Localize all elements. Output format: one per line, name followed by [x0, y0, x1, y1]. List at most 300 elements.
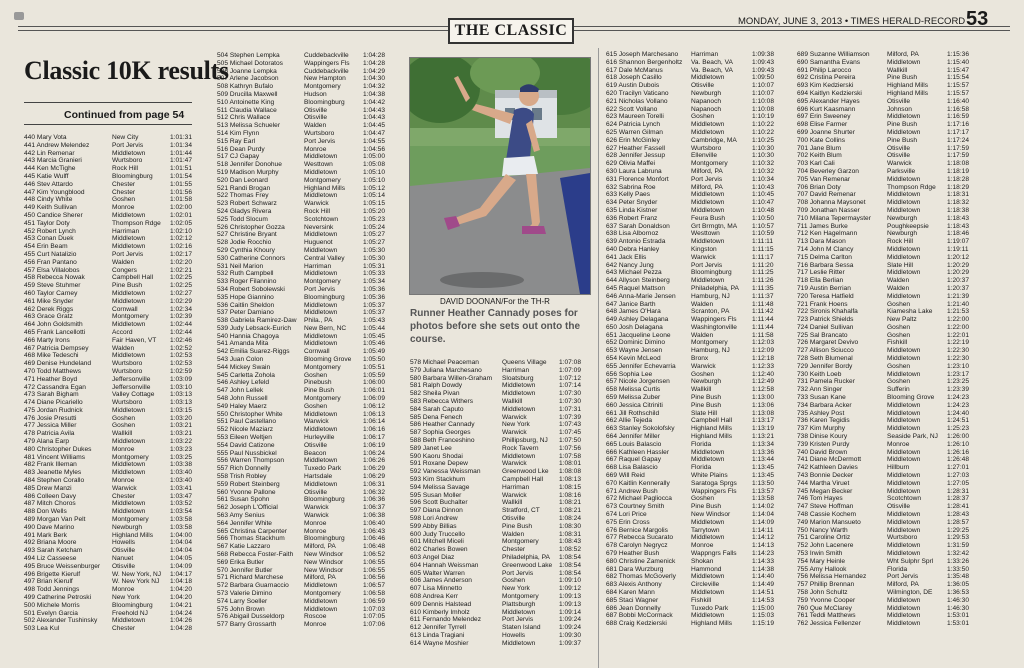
hometown: Middletown — [887, 370, 921, 378]
hometown: White Plains — [691, 472, 728, 480]
result-row — [606, 573, 782, 581]
hometown: Middletown — [502, 639, 536, 647]
hometown: Middletown — [887, 620, 921, 628]
hometown: Blooming Grove — [887, 394, 935, 402]
finish-time: 1:07:08 — [559, 359, 581, 366]
result-row — [797, 269, 977, 277]
result-row — [606, 386, 782, 394]
runner-name: 536 Caitlin Sheldon — [217, 301, 275, 309]
runner-name: 728 Seth Blumenal — [797, 355, 853, 363]
finish-time: 1:14:38 — [752, 565, 774, 573]
finish-time: 1:03:22 — [170, 438, 192, 446]
result-row — [606, 527, 782, 535]
result-row — [410, 375, 590, 383]
hometown: Bloomingburg — [304, 98, 345, 106]
result-row — [24, 617, 199, 625]
hometown: Walden — [887, 284, 910, 292]
finish-time: 1:01:47 — [170, 157, 192, 165]
finish-time: 1:12:33 — [752, 362, 774, 370]
runner-name: 658 Melissa Curtis — [606, 386, 661, 394]
finish-time: 1:04:32 — [363, 83, 385, 91]
hometown: Wht Sulphr Sprl — [887, 557, 934, 565]
finish-time: 1:05:46 — [363, 340, 385, 348]
hometown: Rock Hill — [887, 238, 914, 246]
result-row — [410, 453, 590, 461]
result-row — [797, 550, 977, 558]
runner-name: 756 Melissa Hernandez — [797, 573, 867, 581]
finish-time: 1:11:37 — [752, 292, 774, 300]
finish-time: 1:05:00 — [363, 153, 385, 161]
result-row — [24, 228, 199, 236]
runner-name: 469 Denise Hundeland — [24, 360, 92, 368]
hometown: Howells — [502, 631, 526, 639]
runner-name: 525 Todd Slocum — [217, 215, 268, 223]
result-row — [217, 177, 393, 185]
hometown: W. New York NJ — [112, 578, 160, 586]
runner-name: 741 Diane McDermott — [797, 456, 862, 464]
finish-time: 1:13:06 — [752, 401, 774, 409]
finish-time: 1:10:43 — [752, 183, 774, 191]
runner-name: 627 Heather Fassell — [606, 144, 666, 152]
result-row — [217, 185, 393, 193]
finish-time: 1:07:56 — [559, 444, 581, 452]
hometown: Florida — [691, 440, 712, 448]
finish-time: 1:35:48 — [947, 573, 969, 581]
result-row — [24, 422, 199, 430]
hometown: New York — [502, 421, 530, 429]
hometown: Wurtsboro — [691, 144, 722, 152]
finish-time: 1:05:27 — [363, 239, 385, 247]
hometown: Chester — [112, 625, 136, 633]
runner-name: 574 Larry Soeller — [217, 597, 268, 605]
hometown: Middletown — [887, 269, 921, 277]
finish-time: 1:03:23 — [170, 445, 192, 453]
finish-time: 1:07:06 — [363, 621, 385, 629]
runner-name: 521 Randi Brogan — [217, 184, 271, 192]
result-row — [797, 363, 977, 371]
result-row — [24, 274, 199, 282]
result-row — [606, 589, 782, 597]
finish-time: 1:02:44 — [170, 328, 192, 336]
result-row — [217, 512, 393, 520]
hometown: W. New York, NJ — [112, 570, 162, 578]
finish-time: 1:10:19 — [752, 113, 774, 121]
finish-time: 1:16:58 — [947, 105, 969, 113]
runner-name: 499 Catherine Petroski — [24, 594, 92, 602]
runner-name: 659 Melissa Zuber — [606, 394, 661, 402]
hometown: Montgomery — [304, 278, 341, 286]
runner-name: 720 Teresa Hatfield — [797, 292, 854, 300]
runner-name: 591 Roxane Depew — [410, 460, 468, 468]
result-row — [217, 146, 393, 154]
result-row — [797, 230, 977, 238]
hometown: Newburgh — [887, 214, 918, 222]
hometown: Cambridge, MA — [691, 136, 737, 144]
hometown: Middletown — [112, 617, 146, 625]
hometown: Wallkill — [691, 386, 712, 394]
finish-time: 1:12:58 — [752, 386, 774, 394]
result-row — [797, 129, 977, 137]
finish-time: 1:22:00 — [947, 316, 969, 324]
result-row — [217, 270, 393, 278]
finish-time: 1:07:43 — [559, 421, 581, 429]
hometown: Middletown — [887, 113, 921, 121]
hometown: Pine Bush — [887, 136, 918, 144]
hometown: Montgomery — [691, 160, 728, 168]
runner-name: 757 Phillip Brennan — [797, 581, 855, 589]
runner-name: 692 Cristina Pereira — [797, 74, 856, 82]
result-row — [606, 542, 782, 550]
finish-time: 1:05:36 — [363, 285, 385, 293]
hometown: Rock Tavern — [502, 444, 539, 452]
result-row — [797, 441, 977, 449]
result-row — [606, 605, 782, 613]
result-row — [24, 516, 199, 524]
runner-name: 456 Fran Pantano — [24, 258, 77, 266]
runner-name: 712 Ken Hagelmann — [797, 230, 858, 238]
result-row — [24, 345, 199, 353]
result-row — [797, 620, 977, 628]
runner-name: 513 Melissa Schueler — [217, 122, 281, 130]
runner-name: 569 Erika Butler — [217, 558, 264, 566]
result-row — [24, 602, 199, 610]
finish-time: 1:20:37 — [947, 284, 969, 292]
result-row — [217, 255, 393, 263]
finish-time: 1:04:24 — [170, 609, 192, 617]
hometown: Middletown — [112, 235, 146, 243]
hometown: Middletown — [691, 128, 725, 136]
result-row — [606, 59, 782, 67]
runner-name: 460 Taylor Carney — [24, 289, 78, 297]
hometown: Middletown — [887, 550, 921, 557]
section-label: THE CLASSIC — [448, 18, 574, 44]
hometown: Washingtonville — [691, 323, 737, 331]
result-row — [24, 181, 199, 189]
finish-time: 1:21:39 — [947, 292, 969, 300]
hometown: Walden — [691, 331, 714, 339]
finish-time: 1:04:21 — [170, 601, 192, 609]
result-row — [24, 454, 199, 462]
runner-name: 526 Christopher Gozza — [217, 223, 285, 231]
hometown: Monroe — [304, 621, 327, 629]
result-row — [606, 347, 782, 355]
hometown: Middletown — [112, 461, 146, 469]
finish-time: 1:11:48 — [752, 300, 774, 308]
finish-time: 1:17:17 — [947, 128, 969, 136]
hometown: Monroe — [304, 519, 327, 527]
result-row — [217, 473, 393, 481]
result-row — [217, 83, 393, 91]
page-number: 53 — [966, 8, 989, 30]
runner-name: 718 Ella Berlian — [797, 277, 844, 285]
finish-time: 1:26:16 — [947, 448, 969, 456]
hometown: Middletown — [887, 347, 921, 355]
hometown: Middletown — [691, 588, 725, 596]
hometown: Seaside Park, NJ — [887, 433, 938, 441]
finish-time: 1:05:10 — [363, 168, 385, 176]
finish-time: 1:10:34 — [752, 175, 774, 183]
result-row — [797, 378, 977, 386]
finish-time: 1:26:00 — [947, 433, 969, 441]
finish-time: 1:11:42 — [752, 308, 774, 316]
finish-time: 1:02:27 — [170, 289, 192, 297]
hometown: Montgomery — [112, 453, 149, 461]
runner-name: 519 Madison Murphy — [217, 168, 279, 176]
finish-time: 1:06:40 — [363, 519, 385, 527]
result-row — [217, 286, 393, 294]
hometown: Bloomingburg — [304, 535, 345, 543]
hometown: Middletown — [887, 409, 921, 417]
result-row — [24, 321, 199, 329]
result-row — [24, 251, 199, 259]
result-row — [410, 531, 590, 539]
finish-time: 1:11:26 — [752, 277, 774, 285]
runner-name: 527 Christine Bryant — [217, 231, 277, 239]
result-row — [606, 332, 782, 340]
hometown: Middletown — [691, 534, 725, 542]
finish-time: 1:19:11 — [947, 245, 969, 253]
hometown: Otisville — [304, 488, 328, 496]
finish-time: 1:10:48 — [752, 206, 774, 214]
hometown: Otisville — [304, 106, 328, 114]
runner-name: 701 Jane Blum — [797, 144, 841, 152]
hometown: Otisville — [112, 562, 136, 570]
hometown: Middletown — [112, 438, 146, 446]
finish-time: 1:05:37 — [363, 301, 385, 309]
hometown: Central Valley — [304, 254, 345, 262]
result-row — [24, 594, 199, 602]
result-row — [606, 246, 782, 254]
finish-time: 1:02:46 — [170, 336, 192, 344]
runner-name: 503 Lea Kul — [24, 625, 60, 633]
hometown: Middletown — [304, 168, 338, 176]
finish-time: 1:06:12 — [363, 402, 385, 410]
runner-name: 614 Wayne Moshier — [410, 639, 469, 647]
finish-time: 1:08:30 — [559, 522, 581, 530]
hometown: Poughkeepsie — [887, 222, 929, 230]
finish-time: 1:22:30 — [947, 355, 969, 363]
runner-name: 451 Taylor Doty — [24, 219, 70, 227]
result-row — [797, 137, 977, 145]
hometown: Pine Bush — [502, 522, 533, 530]
result-row — [797, 386, 977, 394]
runner-name: 600 Judy Truccello — [410, 530, 465, 538]
finish-time: 1:06:46 — [363, 535, 385, 543]
runner-name: 607 Lisa Minnetto — [410, 585, 463, 593]
runner-name: 534 Robert Sobolewski — [217, 285, 285, 293]
result-row — [217, 153, 393, 161]
runner-name: 482 Frank Illeman — [24, 461, 77, 469]
result-row — [606, 449, 782, 457]
runner-name: 602 Charles Bowen — [410, 546, 468, 554]
runner-name: 494 Liz Casseese — [24, 555, 77, 563]
result-row — [606, 339, 782, 347]
photo-caption: Runner Heather Cannady poses for photos before she sets out onto the course. — [410, 308, 581, 345]
hometown: Campbell Hall — [691, 417, 733, 425]
hometown: Goshen — [691, 370, 715, 378]
result-row — [797, 417, 977, 425]
finish-time: 1:01:31 — [170, 134, 192, 141]
finish-time: 1:06:36 — [363, 496, 385, 504]
finish-time: 1:10:45 — [752, 191, 774, 199]
hometown: Middletown — [304, 270, 338, 278]
runner-name: 473 Sarah Bigham — [24, 391, 79, 399]
runner-name: 644 Allyson Steinberg — [606, 277, 670, 285]
hometown: Hamburg, NJ — [691, 347, 730, 355]
runner-name: 516 Dean Purdy — [217, 145, 265, 153]
hometown: Highland Mills — [691, 620, 733, 628]
result-row — [797, 472, 977, 480]
finish-time: 1:22:00 — [947, 323, 969, 331]
finish-time: 1:05:10 — [363, 176, 385, 184]
result-row — [606, 121, 782, 129]
finish-time: 1:02:53 — [170, 352, 192, 360]
finish-time: 1:25:23 — [947, 425, 969, 433]
result-row — [24, 267, 199, 275]
hometown: Jeffersonville — [112, 383, 151, 391]
runner-name: 532 Ruth Campbell — [217, 270, 274, 278]
runner-name: 465 Frank Lancellotti — [24, 328, 86, 336]
runner-name: 595 Susan Moller — [410, 491, 462, 499]
finish-time: 1:04:20 — [170, 594, 192, 602]
result-row — [217, 621, 393, 629]
result-row — [606, 550, 782, 558]
hometown: Middletown — [304, 597, 338, 605]
hometown: Rock Hill — [304, 207, 331, 215]
hometown: Middletown — [691, 191, 725, 199]
result-row — [797, 277, 977, 285]
finish-time: 1:03:13 — [170, 391, 192, 399]
hometown: Johnson — [887, 105, 912, 113]
finish-time: 1:10:08 — [752, 97, 774, 105]
runner-name: 640 Debra Hanley — [606, 245, 660, 253]
hometown: Pine Bush — [304, 387, 335, 395]
hometown: Monroe — [691, 542, 714, 550]
hometown: Milford, PA — [691, 167, 723, 175]
runner-name: 676 Bernice Margolis — [606, 526, 668, 534]
finish-time: 1:05:44 — [363, 324, 385, 332]
finish-time: 1:03:40 — [170, 469, 192, 477]
hometown: Hurleyville — [304, 434, 335, 442]
runner-name: 680 Christine Zamenick — [606, 557, 676, 565]
hometown: New Windsor — [304, 551, 344, 558]
hometown: Bronx — [691, 355, 709, 363]
result-row — [606, 269, 782, 277]
result-row — [797, 433, 977, 441]
hometown: Middletown — [112, 406, 146, 414]
hometown: Middletown — [691, 199, 725, 207]
finish-time: 1:10:25 — [752, 136, 774, 144]
result-row — [797, 293, 977, 301]
finish-time: 1:23:17 — [947, 370, 969, 378]
finish-time: 1:24:23 — [947, 401, 969, 409]
result-row — [606, 495, 782, 503]
finish-time: 1:06:17 — [363, 434, 385, 442]
hometown: Goshen — [112, 422, 136, 430]
hometown: Port Jervis — [304, 285, 336, 293]
result-row — [217, 161, 393, 169]
runner-name: 548 John Russell — [217, 395, 268, 403]
hometown: Highland Mills — [887, 82, 929, 90]
result-row — [24, 298, 199, 306]
finish-time: 1:18:32 — [947, 199, 969, 207]
result-row — [24, 477, 199, 485]
finish-time: 1:04:38 — [363, 90, 385, 98]
runner-name: 619 Austin Dubois — [606, 82, 660, 90]
hometown: Middletown — [304, 246, 338, 254]
hometown: Milford, PA — [691, 183, 723, 191]
runner-name: 484 Stephen Corallo — [24, 477, 85, 485]
hometown: Montgomery — [304, 176, 341, 184]
finish-time: 1:06:58 — [363, 589, 385, 597]
finish-time: 1:05:24 — [363, 223, 385, 231]
finish-time: 1:12:49 — [752, 378, 774, 386]
result-row — [217, 434, 393, 442]
hometown: Tuxedo Park — [304, 465, 342, 473]
runner-name: 747 Steve Hoffman — [797, 503, 854, 511]
finish-time: 1:10:30 — [752, 152, 774, 160]
finish-time: 1:06:14 — [363, 418, 385, 426]
result-row — [410, 414, 590, 422]
result-row — [797, 215, 977, 223]
result-row — [606, 581, 782, 589]
runner-name: 738 Dinise Koury — [797, 433, 848, 441]
result-row — [217, 504, 393, 512]
runner-name: 549 Haley Maerz — [217, 402, 267, 410]
runner-name: 626 Erin McGinley — [606, 136, 660, 144]
finish-time: 1:05:59 — [363, 371, 385, 379]
runner-name: 597 Diana Dinnon — [410, 507, 463, 515]
finish-time: 1:11:17 — [752, 253, 774, 261]
finish-time: 1:15:03 — [752, 612, 774, 620]
runner-name: 498 Todd Jennings — [24, 586, 80, 594]
hometown: Westtown — [304, 161, 333, 169]
hometown: Middletown — [691, 277, 725, 285]
hometown: Monroe — [112, 477, 135, 485]
runner-name: 637 Sarah Donaldson — [606, 222, 670, 230]
finish-time: 1:03:58 — [170, 516, 192, 524]
result-row — [217, 496, 393, 504]
runner-name: 608 Andrea Kerr — [410, 592, 459, 600]
result-row — [410, 445, 590, 453]
result-row — [217, 231, 393, 239]
runner-name: 500 Michele Morris — [24, 601, 80, 609]
result-row — [797, 301, 977, 309]
finish-time: 1:06:38 — [363, 512, 385, 520]
hometown: Goshen — [887, 331, 911, 339]
finish-time: 1:53:01 — [947, 612, 969, 620]
finish-time: 1:08:54 — [559, 569, 581, 577]
result-row — [24, 337, 199, 345]
result-row — [606, 145, 782, 153]
hometown: Wallkill — [502, 397, 523, 405]
finish-time: 1:09:30 — [559, 631, 581, 639]
result-row — [606, 534, 782, 542]
finish-time: 1:10:30 — [752, 144, 774, 152]
result-row — [410, 476, 590, 484]
runner-name: 489 Morgan Van Pelt — [24, 516, 86, 524]
runner-name: 638 Lisa Albornoz — [606, 230, 659, 238]
result-row — [217, 403, 393, 411]
result-row — [606, 355, 782, 363]
runner-name: 504 Stephen Lempka — [217, 52, 280, 59]
result-row — [606, 223, 782, 231]
result-row — [797, 488, 977, 496]
runner-name: 684 Karen Mann — [606, 588, 655, 596]
runner-name: 634 Peter Snyder — [606, 199, 658, 207]
hometown: Warwick — [691, 362, 716, 370]
result-row — [217, 91, 393, 99]
